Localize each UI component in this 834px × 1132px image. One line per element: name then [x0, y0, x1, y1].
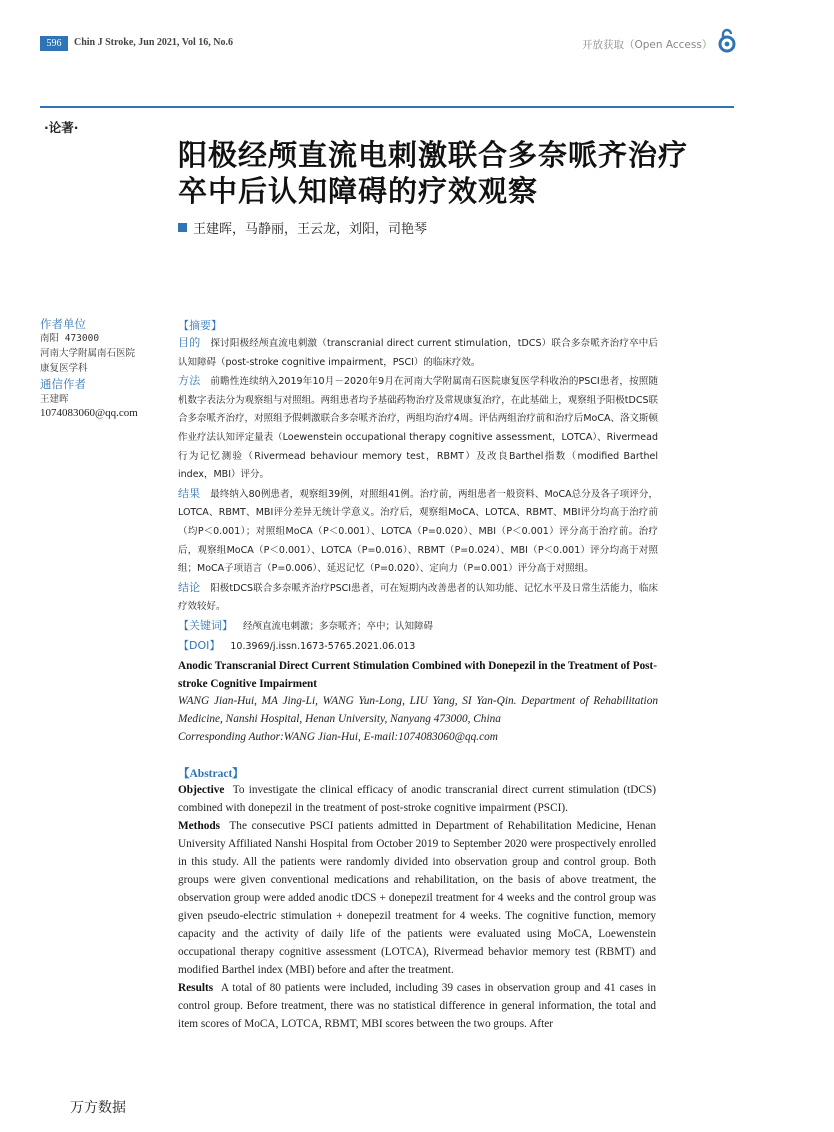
authors-text: 王建晖，马静丽，王云龙，刘阳，司艳琴: [193, 222, 428, 237]
english-authors: [178, 692, 658, 746]
footer-watermark: 万方数据: [70, 1100, 126, 1116]
en-results-text: A total of 80 patients were included, including 39 cases in observation group and 41 cases in control group. Before treatment, there was no statistical difference in general information, the total and item scores of MoCA, LOTCA, RBMT, MBI scores between the two groups. After: [178, 982, 656, 1030]
methods-text: 前瞻性连续纳入2019年10月－2020年9月在河南大学附属南石医院康复医学科收治的PSCI患者，按照随机数字表法分为观察组与对照组。两组患者均予基础药物治疗及常规康复治疗，在此基础上，观察组予阳极tDCS联合多奈哌齐治疗，对照组予假刺激联合多奈哌齐治疗，两组均治疗4周。评估两组治疗前和治疗后MoCA、洛文斯顿作业疗法认知评定量表（Loewenstein occupational therapy cognitive assessment，LOTCA）、Rivermead行为记忆测验（Rivermead behaviour memory test，RBMT）及改良Barthel指数（modified Barthel index，MBI）评分。: [178, 376, 658, 481]
en-objective-text: To investigate the clinical efficacy of anodic transcranial direct current stimulation (tDCS) combined with donepezil in the treatment of post-stroke cognitive impairment (PSCI).: [178, 784, 656, 814]
open-access-icon: [716, 27, 738, 53]
methods-label: 方法: [178, 374, 201, 388]
affiliation-line: 康复医学科: [40, 363, 88, 374]
conclusion-paragraph: [178, 579, 658, 617]
correspondence-heading: 通信作者: [40, 377, 86, 391]
title-line: 卒中后认知障碍的疗效观察: [178, 174, 539, 208]
english-author-affiliation: WANG Jian-Hui, MA Jing-Li, WANG Yun-Long, LIU Yang, SI Yan-Qin. Department of Rehabilitation Medicine, Nanshi Hospital, Henan University, Nanyang 473000, China: [178, 695, 658, 725]
objective-text: 探讨阳极经颅直流电刺激（transcranial direct current stimulation，tDCS）联合多奈哌齐治疗卒中后认知障碍（post-stroke cognitive impairment，PSCI）的临床疗效。: [178, 338, 659, 368]
chinese-abstract: [178, 317, 658, 656]
conclusion-label: 结论: [178, 580, 201, 594]
section-label: ·论著·: [44, 120, 79, 135]
en-objective-label: Objective: [178, 784, 225, 796]
objective-label: 目的: [178, 336, 201, 349]
en-results-label: Results: [178, 982, 214, 994]
keywords-label: 【关键词】: [178, 618, 233, 632]
english-title: Anodic Transcranial Direct Current Stimulation Combined with Donepezil in the Treatment of Post-stroke Cognitive Impairment: [178, 660, 657, 690]
journal-citation: Chin J Stroke, Jun 2021, Vol 16, No.6: [74, 37, 234, 48]
keywords-paragraph: [178, 617, 658, 637]
en-methods-text: The consecutive PSCI patients admitted in Department of Rehabilitation Medicine, Henan University Affiliated Nanshi Hospital from October 2019 to September 2020 were prospectively enrolled in this study. All the patients were randomly divided into observation group and control group. Both groups were given conventional medications and rehabilitation, on the basis of above treatment, the observation group were added anodic tDCS + donepezil treatment for 4 weeks and the control group was given pseudo-electric stimulation + donepezil treatment for 4 weeks. The cognitive function, memory capacity and the activity of daily life of the patients were evaluated using MoCA, Loewenstein occupational therapy cognitive assessment (LOTCA), Rivermead behavior memory test (RBMT) and modified Barthel index (MBI) before and after the treatment.: [178, 820, 656, 976]
conclusion-text: 阳极tDCS联合多奈哌齐治疗PSCI患者，可在短期内改善患者的认知功能、记忆水平及日常生活能力，临床疗效较好。: [178, 582, 658, 613]
affiliation-line: 河南大学附属南石医院: [40, 348, 136, 359]
en-objective-paragraph: [178, 781, 656, 817]
english-abstract: [178, 781, 656, 1033]
affiliation-heading: 作者单位: [40, 317, 86, 331]
doi-paragraph: [178, 637, 658, 657]
en-results-paragraph: [178, 979, 656, 1033]
corresponding-author: Corresponding Author:WANG Jian-Hui, E-mail:1074083060@qq.com: [178, 731, 498, 743]
keywords-text: 经颅直流电刺激；多奈哌齐；卒中；认知障碍: [243, 620, 434, 632]
en-methods-paragraph: [178, 817, 656, 979]
author-list: [178, 218, 427, 237]
abstract-heading: 【摘要】: [178, 319, 222, 332]
objective-paragraph: [178, 334, 658, 372]
doi-label: 【DOI】: [178, 638, 221, 652]
methods-paragraph: [178, 372, 658, 485]
open-access-label: 开放获取（Open Access）: [582, 39, 713, 51]
results-text: 最终纳入80例患者，观察组39例，对照组41例。治疗前，两组患者一般资料、MoCA总分及各子项评分，LOTCA、RBMT、MBI评分差异无统计学意义。治疗后，观察组MoCA、LOTCA、RBMT、MBI评分均高于治疗前（均P＜0.001）；对照组MoCA（P＜0.001）、LOTCA（P=0.020）、MBI（P＜0.001）评分高于治疗前。治疗后，观察组MoCA（P＜0.001）、LOTCA（P=0.016）、RBMT（P=0.024）、MBI（P＜0.001）评分均高于对照组；MoCA子项语言（P=0.006）、延迟记忆（P=0.020）、定向力（P=0.001）评分高于对照组。: [178, 488, 659, 575]
en-methods-label: Methods: [178, 820, 221, 832]
page-number: 596: [40, 36, 68, 51]
bullet-square-icon: [178, 223, 187, 232]
correspondent-name: 王建晖: [40, 394, 69, 405]
affiliation-line: 南阳 473000: [40, 333, 100, 344]
english-abstract-heading: 【Abstract】: [178, 768, 244, 780]
results-label: 结果: [178, 486, 201, 500]
header-rule: [40, 106, 734, 108]
correspondent-email[interactable]: 1074083060@qq.com: [40, 407, 138, 419]
doi-text[interactable]: 10.3969/j.issn.1673-5765.2021.06.013: [230, 640, 416, 652]
article-title: [178, 137, 738, 209]
title-line: 阳极经颅直流电刺激联合多奈哌齐治疗: [178, 138, 689, 172]
results-paragraph: [178, 485, 658, 579]
